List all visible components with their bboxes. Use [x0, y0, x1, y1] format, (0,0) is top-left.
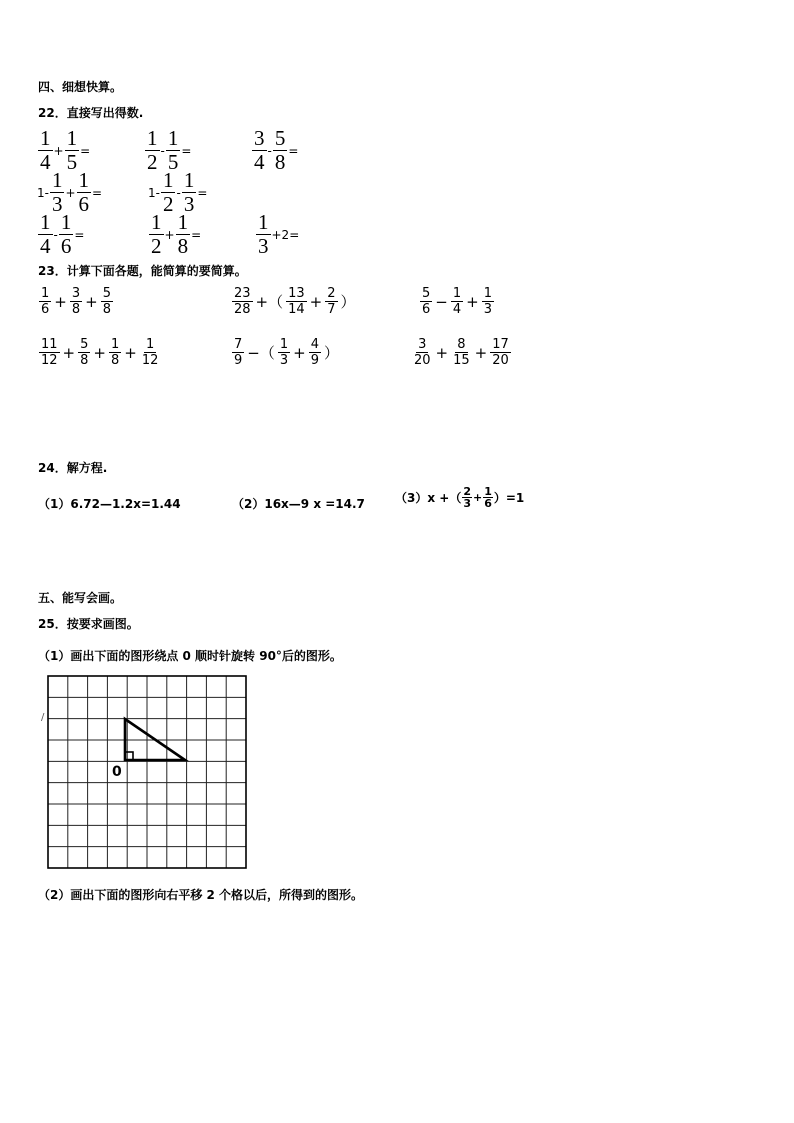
denominator: 3 — [279, 353, 289, 368]
q23-item-1-3 — [419, 287, 495, 316]
denominator: 14 — [288, 302, 305, 317]
numerator: 1 — [483, 286, 492, 301]
fraction — [490, 338, 511, 367]
denominator: 20 — [492, 353, 509, 368]
numerator: 3 — [418, 337, 427, 352]
numerator: 3 — [71, 286, 81, 301]
denominator: 8 — [80, 353, 89, 368]
fraction — [59, 212, 74, 257]
denominator: 2 — [151, 234, 162, 258]
numerator: 1 — [78, 168, 90, 192]
operator-text: - — [176, 185, 181, 200]
origin-label: 0 — [112, 764, 122, 780]
operator-text: + — [65, 185, 76, 200]
numerator: 1 — [51, 168, 63, 192]
denominator: 15 — [453, 353, 470, 368]
fraction — [176, 212, 191, 257]
fraction — [77, 170, 92, 215]
fraction — [325, 287, 337, 316]
numerator: 23 — [234, 286, 251, 301]
q24-eq3-fractions: 2 3 + $\frac{1}{6}$ — [463, 485, 492, 510]
numerator: 4 — [310, 337, 319, 352]
operator-text: = — [191, 227, 202, 242]
numerator: 17 — [492, 337, 509, 352]
denominator: 28 — [234, 302, 251, 317]
operator-text: + — [62, 343, 76, 362]
fraction — [273, 128, 288, 173]
numerator: 1 — [162, 168, 174, 192]
operator-text: + — [85, 292, 98, 311]
q22-item-1-1 — [37, 128, 90, 173]
q24-eq3-suffix: ）=1 — [493, 491, 525, 505]
denominator: 7 — [327, 302, 336, 317]
fraction — [145, 128, 160, 173]
denominator: 4 — [452, 302, 462, 317]
fraction — [50, 170, 65, 215]
numerator: 1 — [110, 337, 120, 352]
numerator: 8 — [457, 337, 466, 352]
denominator: 12 — [141, 353, 159, 368]
fraction — [101, 287, 113, 316]
fraction — [39, 338, 60, 367]
numerator: 1 — [279, 337, 289, 352]
operator-text: = — [74, 227, 85, 242]
denominator: 12 — [41, 353, 58, 368]
numerator: 5 — [274, 126, 286, 150]
operator-text: 1- — [148, 185, 160, 200]
denominator: 9 — [310, 353, 319, 368]
operator-text: - — [53, 227, 58, 242]
numerator: 5 — [422, 286, 431, 301]
q23-item-1-1 — [38, 287, 114, 316]
operator-text: = — [197, 185, 208, 200]
q22-item-2-2 — [148, 170, 207, 215]
q22-item-3-3 — [255, 212, 299, 257]
section-5-title: 五、能写会画。 — [38, 591, 123, 605]
operator-text: −（ — [247, 344, 275, 362]
numerator: 1 — [258, 210, 269, 234]
numerator: 1 — [183, 168, 195, 192]
numerator: 5 — [80, 337, 89, 352]
q24-eq3-fraction-2: $\frac{1}{6}$ — [484, 485, 492, 510]
q24-equation-2: （2）16x—9 x =14.7 — [232, 497, 365, 511]
operator-text: + — [309, 292, 323, 311]
fraction — [166, 128, 181, 173]
operator-text: + — [435, 343, 449, 362]
grid-lines — [48, 676, 246, 868]
denominator: 8 — [274, 150, 286, 174]
operator-text: = — [92, 185, 103, 200]
fraction — [65, 128, 80, 173]
operator-text: + — [164, 227, 175, 242]
operator-text: + — [466, 292, 479, 311]
numerator: 1 — [147, 126, 158, 150]
numerator: 3 — [254, 126, 265, 150]
q22-item-1-2 — [144, 128, 191, 173]
denominator: 6 — [78, 192, 90, 216]
fraction — [38, 212, 53, 257]
fraction — [309, 338, 321, 367]
fraction — [286, 287, 307, 316]
operator-text: ） — [340, 293, 356, 311]
denominator: 8 — [71, 302, 81, 317]
denominator: 4 — [254, 150, 265, 174]
fraction — [252, 128, 267, 173]
numerator: 1 — [40, 126, 51, 150]
operator-text: + — [474, 343, 488, 362]
operator-text: - — [267, 143, 272, 158]
q25-part-1: （1）画出下面的图形绕点 0 顺时针旋转 90°后的图形。 — [38, 649, 342, 663]
denominator: 3 — [51, 192, 63, 216]
fraction — [70, 287, 82, 316]
numerator: 1 — [452, 286, 462, 301]
numerator: 1 — [167, 126, 179, 150]
fraction — [232, 287, 253, 316]
denominator: 8 — [110, 353, 120, 368]
operator-text: − — [435, 292, 448, 311]
section-4-title: 四、细想快算。 — [38, 80, 123, 94]
denominator: 8 — [177, 234, 189, 258]
fraction — [182, 170, 197, 215]
q24-equation-3 — [395, 486, 524, 509]
operator-text: = — [288, 143, 299, 158]
operator-text: + — [54, 292, 67, 311]
numerator: 1 — [177, 210, 189, 234]
fraction — [232, 338, 244, 367]
denominator: 5 — [66, 150, 78, 174]
fraction — [482, 287, 494, 316]
q23-item-2-3 — [411, 338, 512, 367]
denominator: 6 — [60, 234, 72, 258]
fraction — [109, 338, 121, 367]
denominator: 20 — [414, 353, 431, 368]
fraction — [161, 170, 176, 215]
q23-item-1-2 — [231, 287, 358, 316]
denominator: 3 — [258, 234, 269, 258]
fraction — [78, 338, 90, 367]
numerator: 2 — [327, 286, 336, 301]
operator-text: = — [181, 143, 192, 158]
fraction — [451, 338, 472, 367]
q24-eq3-fraction-1: 2 3 — [463, 485, 471, 510]
numerator: 1 — [66, 126, 78, 150]
q25-part-2: （2）画出下面的图形向右平移 2 个格以后，所得到的图形。 — [38, 888, 364, 902]
numerator: 1 — [145, 337, 155, 352]
q23-title: 23．计算下面各题，能简算的要简算。 — [38, 264, 247, 278]
operator-text: +（ — [255, 293, 284, 311]
fraction — [256, 212, 271, 257]
numerator: 5 — [102, 286, 111, 301]
denominator: 4 — [40, 234, 51, 258]
grid-figure — [40, 672, 252, 872]
operator-text: = — [80, 143, 91, 158]
denominator: 3 — [483, 302, 492, 317]
numerator: 1 — [40, 210, 51, 234]
denominator: 6 — [422, 302, 431, 317]
denominator: 2 — [162, 192, 174, 216]
q22-item-1-3 — [251, 128, 298, 173]
q22-item-2-1 — [37, 170, 102, 215]
numerator: 1 — [60, 210, 72, 234]
scan-mark: / — [41, 712, 45, 723]
operator-text: ） — [324, 344, 340, 362]
q22-title: 22．直接写出得数. — [38, 106, 144, 120]
denominator: 3 — [183, 192, 195, 216]
fraction — [38, 128, 53, 173]
fraction — [39, 287, 51, 316]
fraction — [278, 338, 290, 367]
numerator: 1 — [151, 210, 162, 234]
fraction — [149, 212, 164, 257]
numerator: 13 — [288, 286, 305, 301]
denominator: 6 — [41, 302, 50, 317]
fraction — [140, 338, 161, 367]
operator-text: + — [93, 343, 106, 362]
q24-eq3-prefix: （3）x +（ — [395, 491, 462, 505]
denominator: 8 — [102, 302, 111, 317]
q24-equation-1: （1）6.72—1.2x=1.44 — [38, 497, 181, 511]
q25-title: 25．按要求画图。 — [38, 617, 139, 631]
q24-title: 24．解方程. — [38, 461, 108, 475]
operator-text: +2= — [271, 227, 300, 242]
fraction — [420, 287, 432, 316]
denominator: 2 — [147, 150, 158, 174]
q23-item-2-2 — [231, 338, 341, 367]
denominator: 9 — [234, 353, 243, 368]
denominator: 5 — [167, 150, 179, 174]
q23-item-2-1 — [38, 338, 161, 367]
operator-text: + — [124, 343, 137, 362]
operator-text: - — [160, 143, 165, 158]
fraction — [451, 287, 463, 316]
operator-text: + — [53, 143, 64, 158]
numerator: 11 — [41, 337, 58, 352]
operator-text: + — [293, 343, 306, 362]
numerator: 1 — [41, 286, 50, 301]
q22-item-3-1 — [37, 212, 84, 257]
operator-text: 1- — [37, 185, 49, 200]
q22-item-3-2 — [148, 212, 201, 257]
numerator: 7 — [234, 337, 243, 352]
denominator: 4 — [40, 150, 51, 174]
fraction — [412, 338, 433, 367]
